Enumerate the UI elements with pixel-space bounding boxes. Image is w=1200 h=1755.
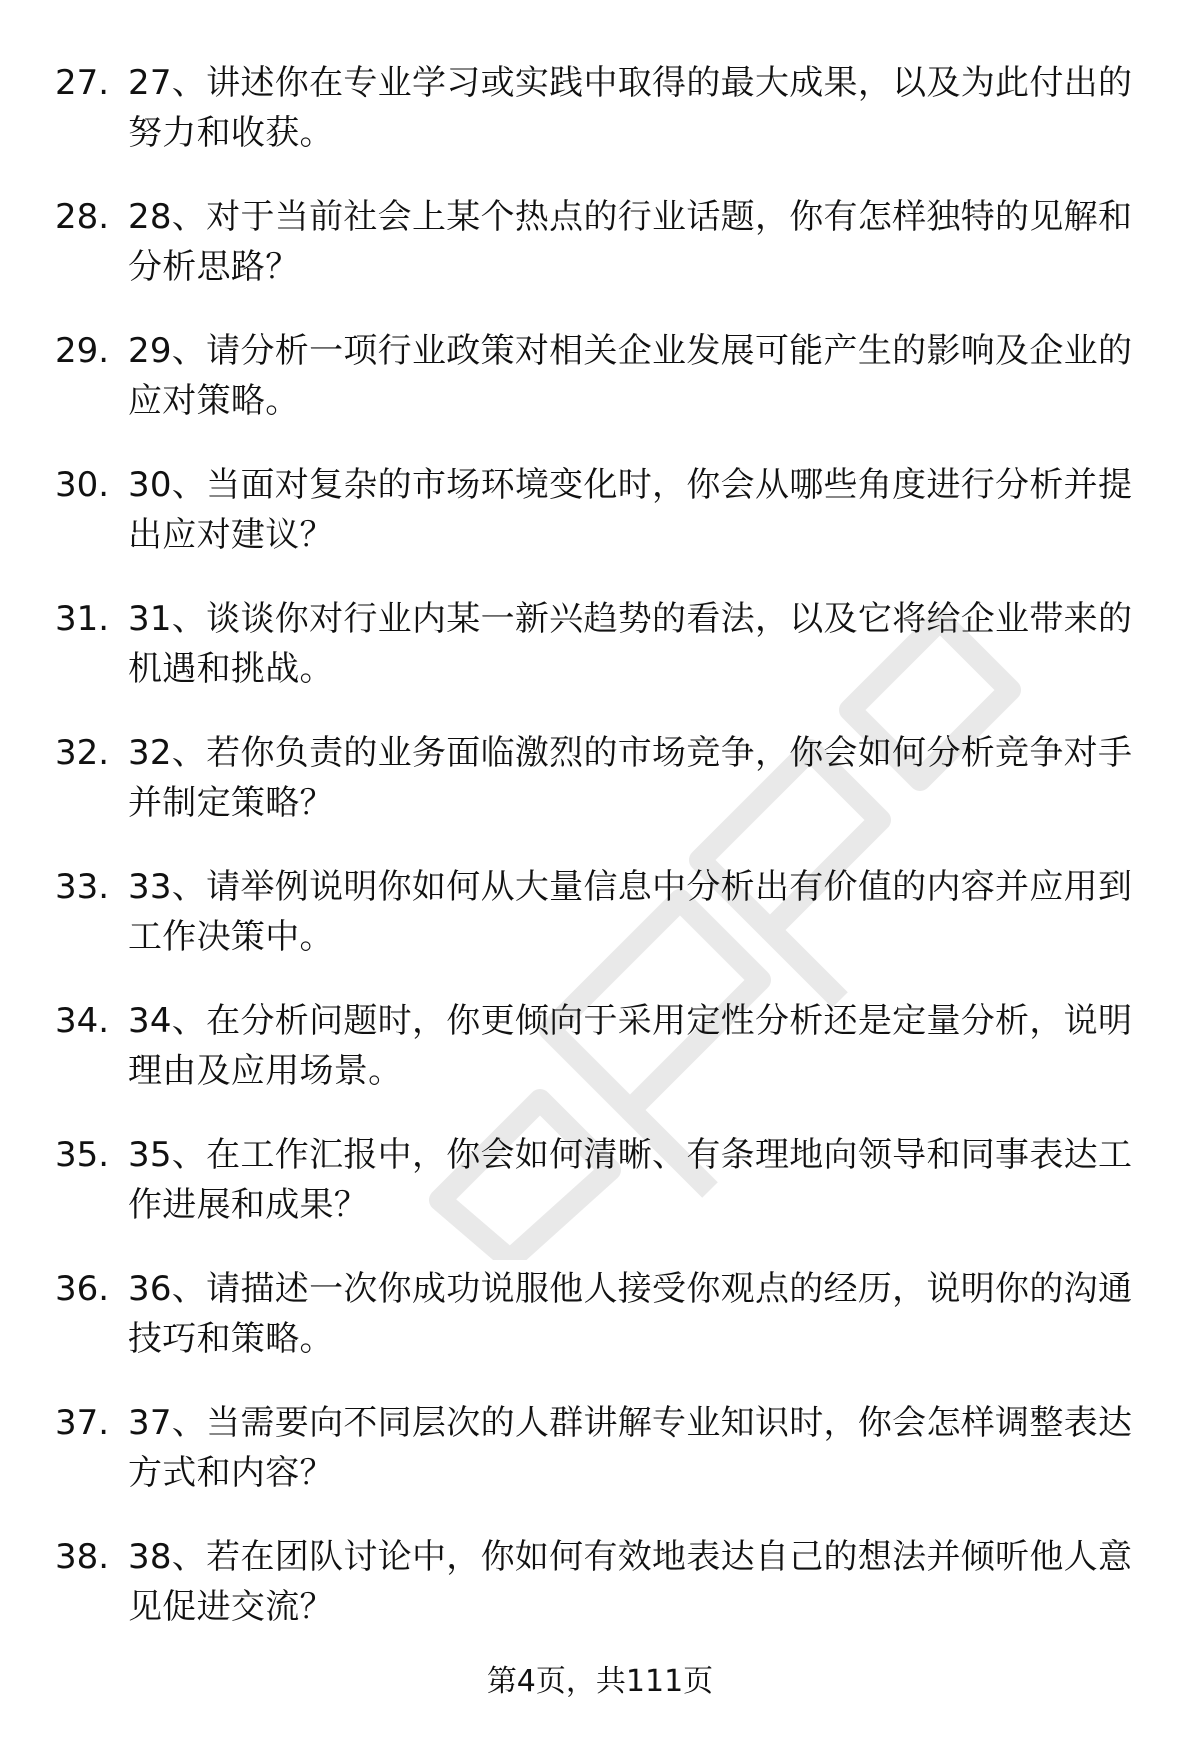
question-number: 37. xyxy=(55,1403,110,1443)
page-number: 第4页，共111页 xyxy=(486,1664,714,1699)
question-text: 30、当面对复杂的市场环境变化时，你会从哪些角度进行分析并提出应对建议？ xyxy=(128,465,1133,555)
question-item xyxy=(0,1398,1200,1532)
question-number: 28. xyxy=(55,197,110,237)
question-number: 31. xyxy=(55,599,110,639)
question-text: 34、在分析问题时，你更倾向于采用定性分析还是定量分析，说明理由及应用场景。 xyxy=(128,1001,1133,1091)
question-list xyxy=(0,58,1200,1666)
question-item xyxy=(0,58,1200,192)
question-item xyxy=(0,326,1200,460)
question-item xyxy=(0,996,1200,1130)
question-item xyxy=(0,192,1200,326)
question-item xyxy=(0,460,1200,594)
question-item xyxy=(0,1130,1200,1264)
question-text: 36、请描述一次你成功说服他人接受你观点的经历，说明你的沟通技巧和策略。 xyxy=(128,1269,1133,1359)
question-text: 29、请分析一项行业政策对相关企业发展可能产生的影响及企业的应对策略。 xyxy=(128,331,1133,421)
question-number: 36. xyxy=(55,1269,110,1309)
question-text: 33、请举例说明你如何从大量信息中分析出有价值的内容并应用到工作决策中。 xyxy=(128,867,1133,957)
question-number: 29. xyxy=(55,331,110,371)
question-item xyxy=(0,1532,1200,1666)
question-number: 33. xyxy=(55,867,110,907)
question-text: 28、对于当前社会上某个热点的行业话题，你有怎样独特的见解和分析思路？ xyxy=(128,197,1133,287)
question-text: 37、当需要向不同层次的人群讲解专业知识时，你会怎样调整表达方式和内容？ xyxy=(128,1403,1133,1493)
question-number: 35. xyxy=(55,1135,110,1175)
question-number: 27. xyxy=(55,63,110,103)
question-number: 34. xyxy=(55,1001,110,1041)
question-number: 32. xyxy=(55,733,110,773)
question-item xyxy=(0,1264,1200,1398)
question-item xyxy=(0,594,1200,728)
question-text: 27、讲述你在专业学习或实践中取得的最大成果，以及为此付出的努力和收获。 xyxy=(128,63,1133,153)
question-item xyxy=(0,728,1200,862)
question-text: 32、若你负责的业务面临激烈的市场竞争，你会如何分析竞争对手并制定策略？ xyxy=(128,733,1133,823)
question-number: 30. xyxy=(55,465,110,505)
question-number: 38. xyxy=(55,1537,110,1577)
question-text: 31、谈谈你对行业内某一新兴趋势的看法，以及它将给企业带来的机遇和挑战。 xyxy=(128,599,1133,689)
question-item xyxy=(0,862,1200,996)
question-text: 38、若在团队讨论中，你如何有效地表达自己的想法并倾听他人意见促进交流？ xyxy=(128,1537,1133,1627)
question-text: 35、在工作汇报中，你会如何清晰、有条理地向领导和同事表达工作进展和成果？ xyxy=(128,1135,1133,1225)
